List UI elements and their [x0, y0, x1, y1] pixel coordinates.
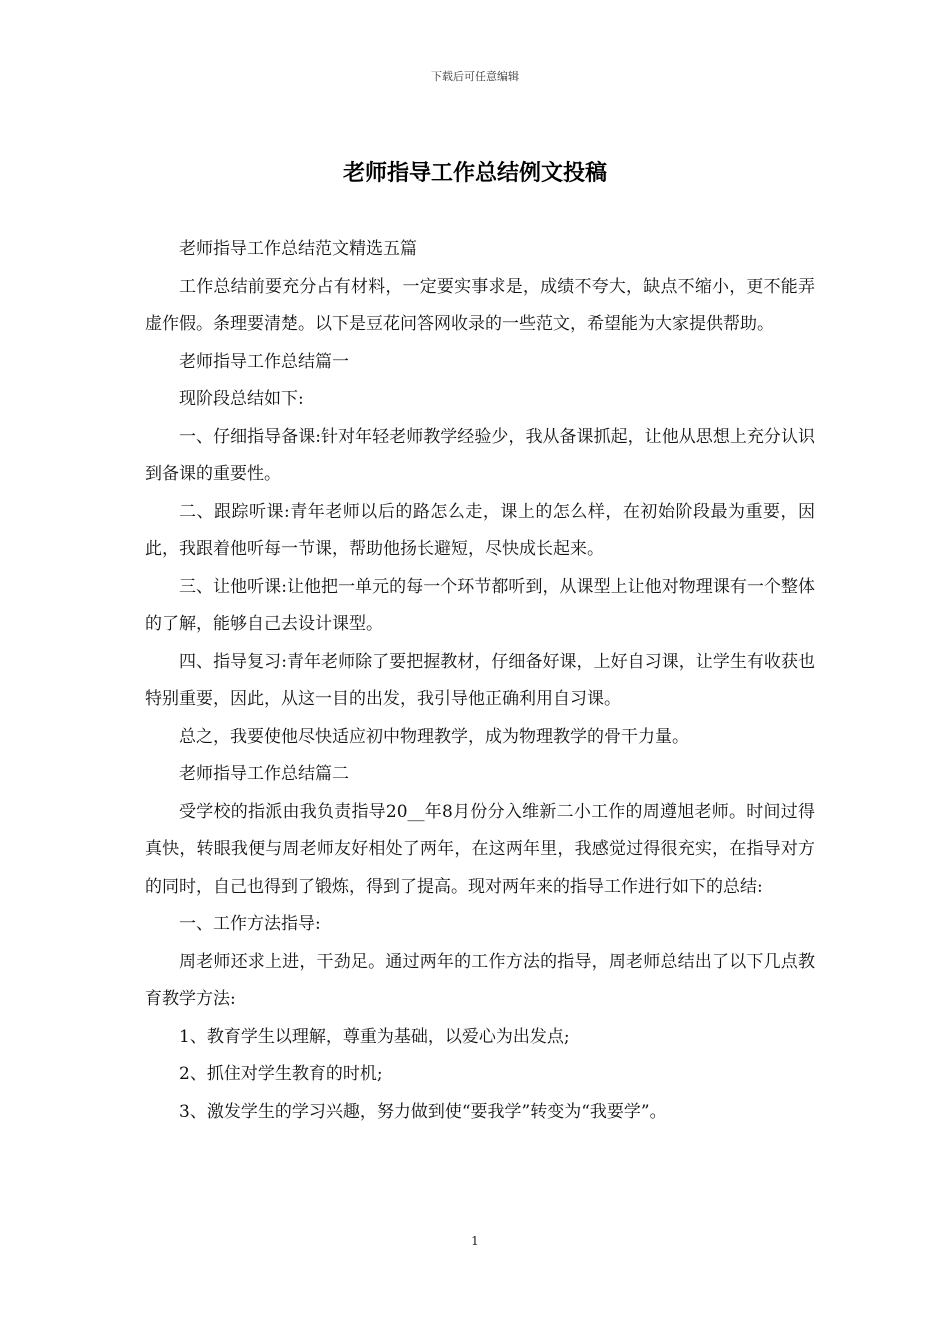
body-paragraph: 一、仔细指导备课:针对年轻老师教学经验少，我从备课抓起，让他从思想上充分认识到备课的重要性。 [145, 426, 815, 484]
body-paragraph: 三、让他听课:让他把一单元的每一个环节都听到，从课型上让他对物理课有一个整体的了解，能够自己去设计课型。 [145, 576, 815, 634]
body-paragraph: 总之，我要使他尽快适应初中物理教学，成为物理教学的骨干力量。 [179, 726, 689, 747]
page-number: 1 [471, 1234, 479, 1248]
body-paragraph: 四、指导复习:青年老师除了要把握教材，仔细备好课，上好自习课，让学生有收获也特别重要，因此，从这一目的出发，我引导他正确利用自习课。 [145, 651, 815, 709]
section-heading: 老师指导工作总结篇一 [179, 351, 349, 372]
list-item: 1、教育学生以理解，尊重为基础，以爱心为出发点; [179, 1026, 570, 1047]
body-paragraph: 老师指导工作总结范文精选五篇 [179, 239, 417, 259]
body-paragraph: 现阶段总结如下: [179, 389, 304, 409]
list-item: 2、抓住对学生教育的时机; [179, 1064, 383, 1084]
body-paragraph: 受学校的指派由我负责指导20__年8月份分入维新二小工作的周遵旭老师。时间过得真快，转眼我便与周老师友好相处了两年，在这两年里，我感觉过得很充实，在指导对方的同时，自己也得到了锻炼，得到了提高。现对两年来的指导工作进行如下的总结: [145, 801, 815, 897]
section-heading: 老师指导工作总结篇二 [179, 764, 349, 784]
list-item: 3、激发学生的学习兴趣，努力做到使“要我学”转变为“我要学”。 [179, 1101, 667, 1122]
document-body [145, 231, 815, 1131]
document-title: 老师指导工作总结例文投稿 [342, 160, 607, 186]
body-paragraph: 一、工作方法指导: [179, 914, 321, 934]
header-note: 下载后可任意编辑 [431, 70, 519, 83]
body-paragraph: 工作总结前要充分占有材料，一定要实事求是，成绩不夸大，缺点不缩小，更不能弄虚作假。条理要清楚。以下是豆花问答网收录的一些范文，希望能为大家提供帮助。 [145, 276, 815, 334]
body-paragraph: 二、跟踪听课:青年老师以后的路怎么走，课上的怎么样，在初始阶段最为重要，因此，我跟着他听每一节课，帮助他扬长避短，尽快成长起来。 [145, 501, 815, 559]
body-paragraph: 周老师还求上进，干劲足。通过两年的工作方法的指导，周老师总结出了以下几点教育教学方法: [145, 951, 815, 1009]
